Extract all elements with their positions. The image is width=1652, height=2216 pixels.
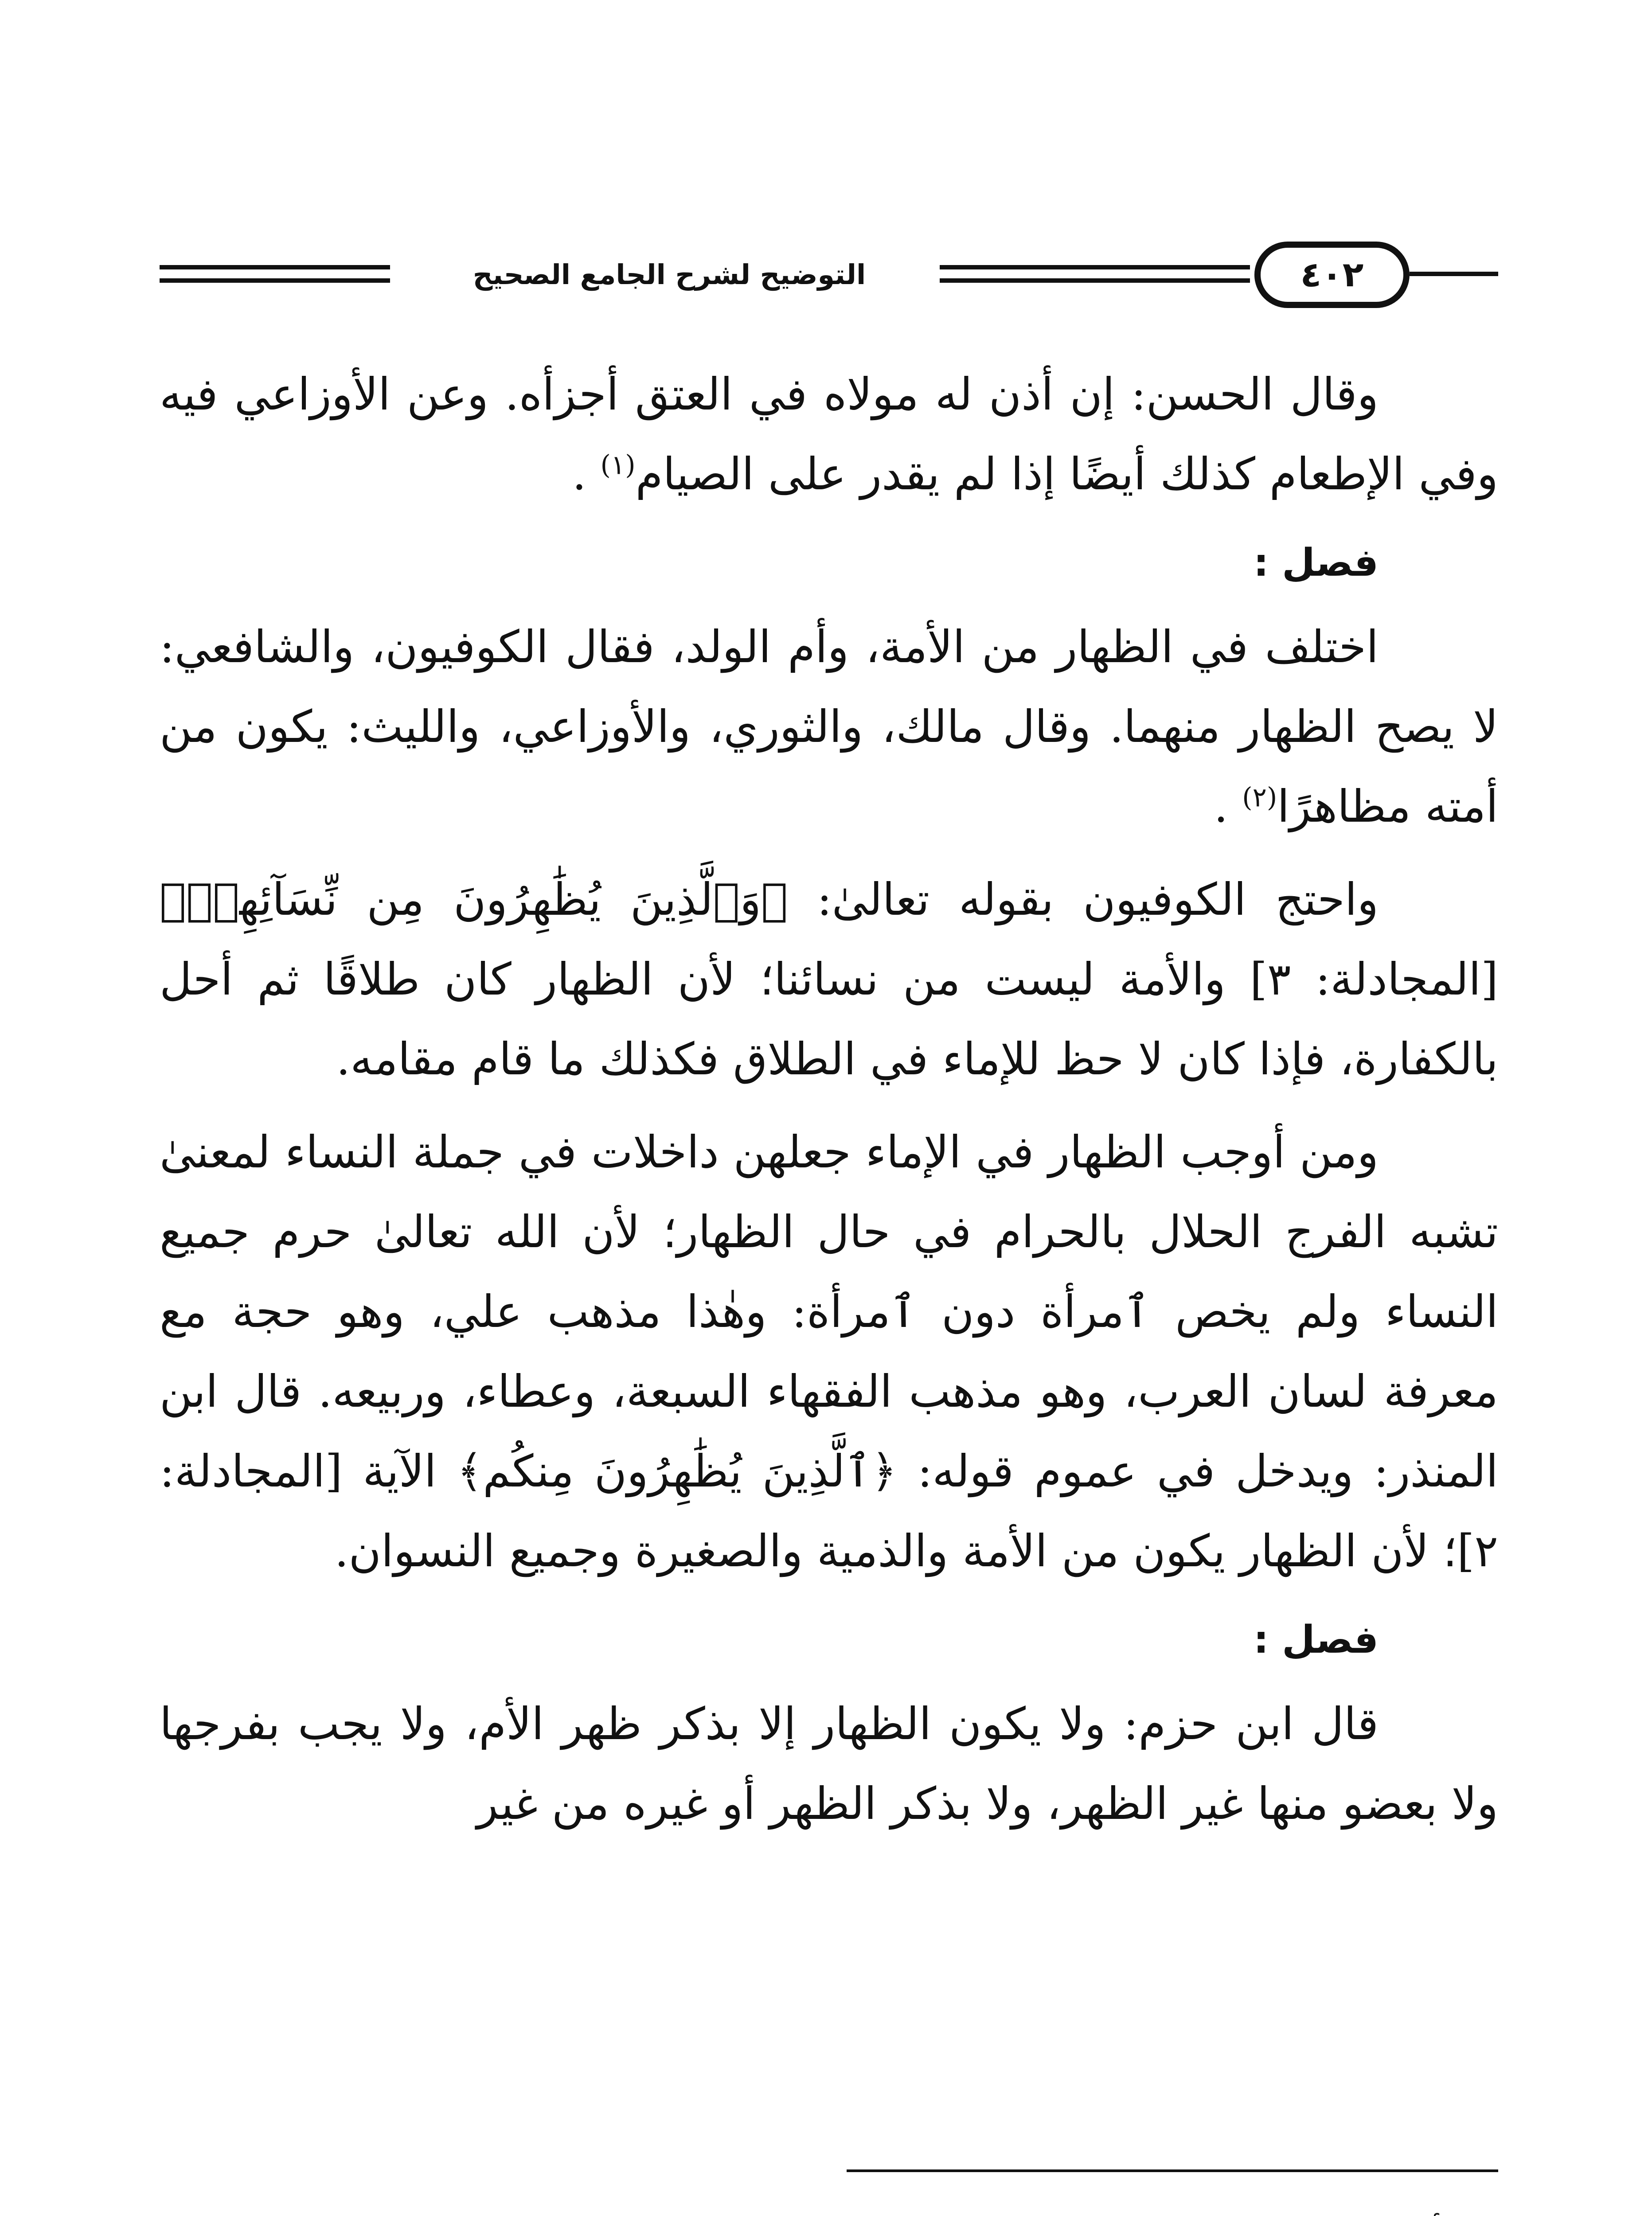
- footnote-1: [160, 2203, 1498, 2216]
- section-heading-1: فصل :: [1253, 541, 1379, 585]
- header-rule-middle: [940, 265, 1250, 269]
- footnote-ref-1[interactable]: (١): [600, 449, 636, 481]
- footnotes: [160, 2203, 1498, 2216]
- paragraph-5: قال ابن حزم: ولا يكون الظهار إلا بذكر ظهر الأم، ولا يجب بفرجها ولا بعضو منها غير الظهر، ولا بذكر الظهر أو غيره من غير: [160, 1698, 1498, 1830]
- paragraph-1-text: وقال الحسن: إن أذن له مولاه في العتق أجزأه. وعن الأوزاعي فيه وفي الإطعام كذلك أيضًا إذا لم يقدر على الصيام: [160, 368, 1498, 500]
- header-rule-left-lower: [160, 278, 390, 283]
- paragraph-4: ومن أوجب الظهار في الإماء جعلهن داخلات في جملة النساء لمعنىٰ تشبه الفرج الحلال بالحرام في حال الظهار؛ لأن الله تعالىٰ حرم جميع النساء ولم يخص ٱمرأة دون ٱمرأة: وهٰذا مذهب علي، وهو حجة مع معرفة لسان العرب، وهو مذهب الفقهاء السبعة، وعطاء، وربيعه. قال ابن المنذر: ويدخل في عموم قوله: ﴿ٱلَّذِينَ يُظَٰهِرُونَ مِنكُم﴾ الآية [المجادلة: ٢]؛ لأن الظهار يكون من الأمة والذمية والصغيرة وجميع النسوان.: [160, 1126, 1498, 1577]
- section-heading-2: فصل :: [1253, 1618, 1379, 1662]
- header-rule-right: [1410, 272, 1498, 276]
- header-rule-left: [160, 265, 390, 269]
- paragraph-2: [160, 607, 1498, 847]
- header-rule-middle-lower: [940, 278, 1250, 283]
- footnote-separator: [847, 2169, 1498, 2172]
- page-number: ٤٠٢: [1254, 242, 1410, 308]
- paragraph-2-end: .: [1214, 780, 1228, 832]
- footnote-ref-2[interactable]: (٢): [1242, 782, 1277, 813]
- paragraph-1-end: .: [572, 448, 586, 500]
- running-header: [160, 230, 1498, 319]
- paragraph-1: [160, 355, 1498, 514]
- paragraph-2-text: اختلف في الظهار من الأمة، وأم الولد، فقال الكوفيون، والشافعي: لا يصح الظهار منهما. وقال مالك، والثوري، والأوزاعي، والليث: يكون من أمته مظاهرًا: [160, 621, 1498, 832]
- paragraph-3: واحتج الكوفيون بقوله تعالىٰ: ﴿وَٱلَّذِينَ يُظَٰهِرُونَ مِن نِّسَآئِهِمۡ﴾ [المجادلة: ٣] والأمة ليست من نسائنا؛ لأن الظهار كان طلاقًا ثم أحل بالكفارة، فإذا كان لا حظ للإماء في الطلاق فكذلك ما قام مقامه.: [160, 874, 1498, 1085]
- running-title: التوضيح لشرح الجامع الصحيح: [473, 258, 866, 291]
- main-text: [160, 355, 1498, 1844]
